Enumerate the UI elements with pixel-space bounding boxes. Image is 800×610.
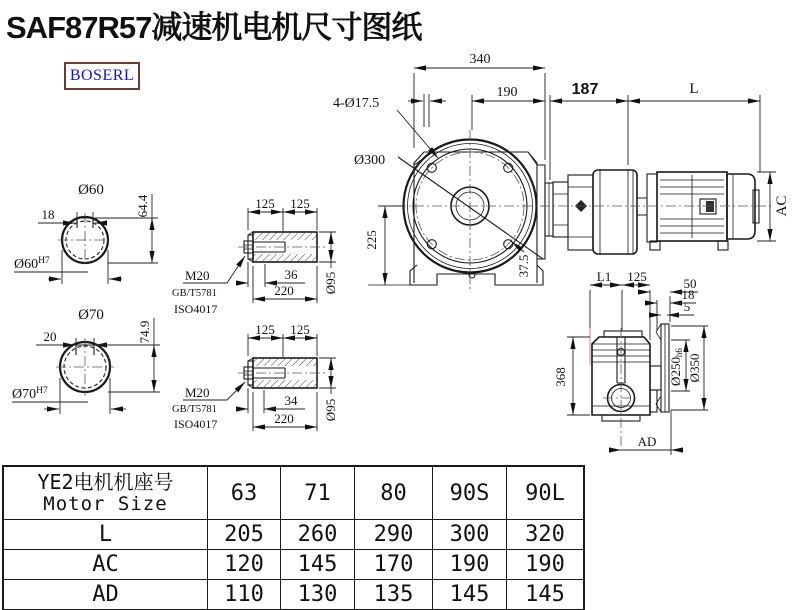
bore70-fit-label: $Ø70^{H7}$	[12, 386, 48, 402]
front-half-width: 190	[496, 85, 518, 100]
header-en: Motor Size	[43, 492, 168, 515]
side-dim-125: 125	[627, 269, 647, 284]
table-cell: 135	[355, 580, 433, 610]
table-cell: 320	[507, 520, 585, 550]
bore70-dia-label: Ø70	[78, 307, 104, 323]
frame-size-cell: 80	[355, 466, 433, 520]
frame-size-cell: 71	[281, 466, 355, 520]
logo-badge	[64, 62, 140, 90]
table-cell: 300	[433, 520, 507, 550]
table-cell: 145	[507, 580, 585, 610]
header-cn: YE2电机机座号	[37, 469, 174, 494]
shaft-view-bottom	[172, 322, 338, 431]
shaft-view-top	[172, 196, 338, 316]
frame-size-cell: 63	[208, 466, 281, 520]
shaft-bottom-seg2: 125	[290, 322, 310, 337]
bore-view-60	[14, 182, 158, 284]
shaft-top-thread-len: 36	[284, 267, 298, 282]
bore60-keyway-height: 64.4	[135, 194, 150, 218]
shaft-top-bolt: M20	[185, 268, 210, 283]
shaft-top-dia: Ø95	[323, 271, 338, 295]
shaft-top-seg2: 125	[290, 196, 310, 211]
shaft-top-std2: ISO4017	[174, 302, 218, 316]
table-cell: 110	[208, 580, 281, 610]
shaft-top-seg1: 125	[255, 196, 275, 211]
table-cell: 260	[281, 520, 355, 550]
table-cell: 130	[281, 580, 355, 610]
motor-size-table	[2, 465, 585, 610]
table-cell: 190	[433, 550, 507, 580]
table-row-l	[3, 520, 584, 550]
side-height: 368	[553, 367, 568, 387]
front-input-len: 187	[571, 81, 599, 98]
bore-view-70	[12, 307, 160, 414]
frame-size-cell: 90S	[433, 466, 507, 520]
table-cell: 170	[355, 550, 433, 580]
front-flange-dia: Ø300	[354, 153, 386, 168]
table-row-ac	[3, 550, 584, 580]
side-dim-18: 18	[681, 287, 695, 302]
row-label: L	[3, 520, 208, 550]
shaft-bottom-std2: ISO4017	[174, 417, 218, 431]
side-dim-50: 50	[683, 276, 697, 291]
motor-dia-label: AC	[774, 195, 790, 217]
bore60-keyway-width: 18	[41, 207, 55, 222]
shaft-bottom-seg1: 125	[255, 322, 275, 337]
bore60-fit-label: $Ø60^{H7}$	[14, 256, 50, 272]
front-motor-len: L	[689, 81, 699, 97]
table-cell: 205	[208, 520, 281, 550]
shaft-bottom-thread-len: 34	[284, 393, 298, 408]
shaft-top-total-len: 220	[274, 283, 294, 298]
shaft-bottom-dia: Ø95	[323, 398, 338, 422]
front-center-height: 225	[364, 230, 379, 250]
front-foot-offset: 37.5	[516, 254, 531, 278]
motor-size-header	[3, 466, 208, 520]
front-bolt-holes: 4-Ø17.5	[333, 96, 380, 111]
table-header-row	[3, 466, 584, 520]
front-overall-width: 340	[469, 52, 491, 67]
page-title: SAF87R57减速机电机尺寸图纸	[6, 10, 422, 45]
row-label: AD	[3, 580, 208, 610]
side-dim-l1: L1	[596, 269, 612, 284]
shaft-bottom-std1: GB/T5781	[172, 404, 217, 415]
table-cell: 190	[507, 550, 585, 580]
frame-size-cell: 90L	[507, 466, 585, 520]
bore70-keyway-width: 20	[43, 329, 57, 344]
table-cell: 145	[281, 550, 355, 580]
shaft-top-std1: GB/T5781	[172, 288, 217, 299]
table-cell: 290	[355, 520, 433, 550]
side-flange-od: Ø350	[687, 353, 702, 383]
side-view	[553, 269, 708, 455]
logo-text: BOSERL	[69, 67, 135, 84]
motor-assembly	[540, 170, 790, 254]
side-dim-5: 5	[683, 299, 691, 314]
shaft-bottom-total-len: 220	[274, 411, 294, 426]
shaft-bottom-bolt: M20	[185, 385, 210, 400]
bore60-dia-label: Ø60	[78, 182, 104, 198]
side-dim-ad: AD	[637, 434, 657, 449]
bore70-keyway-height: 74.9	[137, 320, 152, 344]
table-row-ad	[3, 580, 584, 610]
table-cell: 120	[208, 550, 281, 580]
table-cell: 145	[433, 580, 507, 610]
side-spigot-dia: Ø250h6	[668, 348, 684, 386]
row-label: AC	[3, 550, 208, 580]
